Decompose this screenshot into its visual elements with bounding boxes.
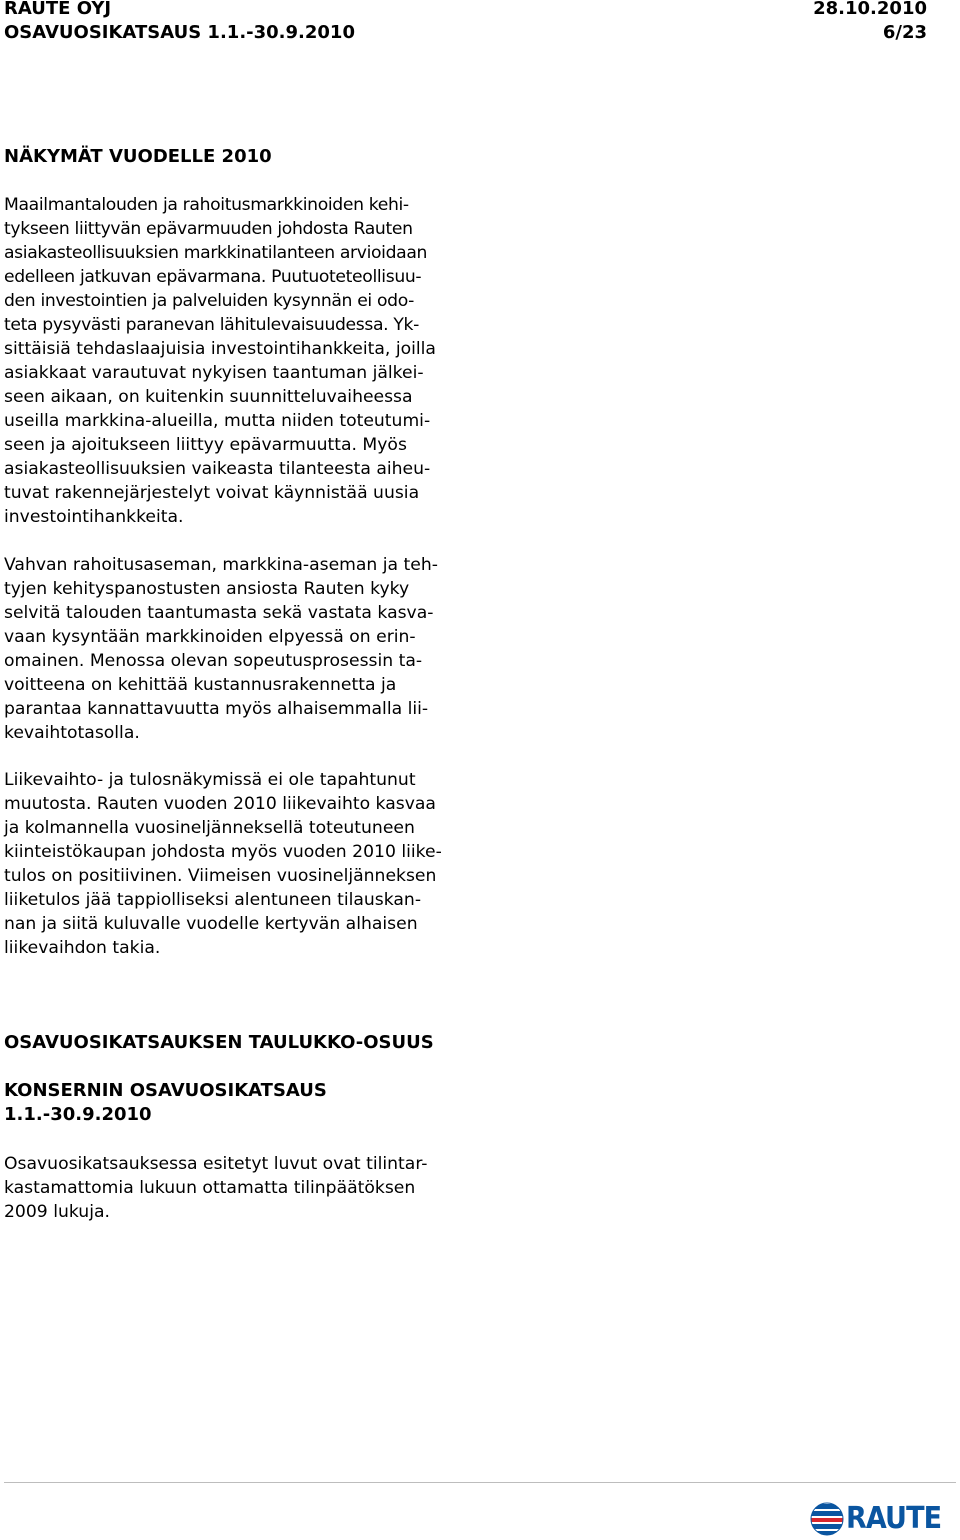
group-report-heading: KONSERNIN OSAVUOSIKATSAUS — [4, 1080, 327, 1101]
text-line: sittäisiä tehdaslaajuisia investointihankkeita, joilla — [4, 339, 436, 359]
text-line: tuvat rakennejärjestelyt voivat käynnistää uusia — [4, 483, 420, 503]
text-line: seen aikaan, on kuitenkin suunnitteluvaiheessa — [4, 387, 413, 407]
text-line: ja kolmannella vuosineljänneksellä toteutuneen — [4, 818, 415, 838]
footer-divider — [4, 1482, 956, 1483]
text-line: Liikevaihto- ja tulosnäkymissä ei ole tapahtunut — [4, 770, 416, 790]
text-line: parantaa kannattavuutta myös alhaisemmalla lii- — [4, 699, 429, 719]
company-name: RAUTE OYJ — [4, 0, 112, 19]
group-report-period: 1.1.-30.9.2010 — [4, 1104, 152, 1125]
globe-icon — [810, 1502, 844, 1536]
text-line: muutosta. Rauten vuoden 2010 liikevaihto kasvaa — [4, 794, 436, 814]
text-line: selvitä talouden taantumasta sekä vastata kasva- — [4, 603, 434, 623]
text-line: Osavuosikatsauksessa esitetyt luvut ovat tilintar- — [4, 1154, 428, 1174]
text-line: edelleen jatkuvan epävarmana. Puutuoteteollisuu- — [4, 267, 422, 287]
report-title: OSAVUOSIKATSAUS 1.1.-30.9.2010 — [4, 22, 355, 43]
text-line: nan ja siitä kuluvalle vuodelle kertyvän alhaisen — [4, 914, 418, 934]
text-line: vaan kysyntään markkinoiden elpyessä on erin- — [4, 627, 416, 647]
text-line: asiakasteollisuuksien markkinatilanteen arvioidaan — [4, 243, 428, 263]
text-line: liikevaihdon takia. — [4, 938, 161, 958]
text-line: voitteena on kehittää kustannusrakennetta ja — [4, 675, 397, 695]
text-line: omainen. Menossa olevan sopeutusprosessin ta- — [4, 651, 423, 671]
tables-heading: OSAVUOSIKATSAUKSEN TAULUKKO-OSUUS — [4, 1032, 434, 1053]
text-line: tykseen liittyvän epävarmuuden johdosta Rauten — [4, 219, 413, 239]
text-line: tyjen kehityspanostusten ansiosta Rauten kyky — [4, 579, 410, 599]
outlook-paragraph-1 — [4, 193, 454, 529]
text-line: teta pysyvästi paranevan lähitulevaisuudessa. Yk- — [4, 315, 419, 335]
text-line: investointihankkeita. — [4, 507, 184, 527]
text-line: liiketulos jää tappiolliseksi alentuneen tilauskan- — [4, 890, 422, 910]
text-line: Maailmantalouden ja rahoitusmarkkinoiden kehi- — [4, 195, 409, 215]
text-line: kevaihtotasolla. — [4, 723, 140, 743]
text-line: useilla markkina-alueilla, mutta niiden toteutumi- — [4, 411, 431, 431]
page-number: 6/23 — [882, 22, 927, 43]
text-line: kiinteistökaupan johdosta myös vuoden 2010 liike- — [4, 842, 442, 862]
raute-logo — [810, 1500, 958, 1538]
text-line: 2009 lukuja. — [4, 1202, 110, 1222]
text-line: asiakasteollisuuksien vaikeasta tilanteesta aiheu- — [4, 459, 431, 479]
text-line: Vahvan rahoitusaseman, markkina-aseman ja teh- — [4, 555, 438, 575]
text-line: tulos on positiivinen. Viimeisen vuosineljänneksen — [4, 866, 437, 886]
text-line: kastamattomia lukuun ottamatta tilinpäätöksen — [4, 1178, 416, 1198]
text-line: den investointien ja palveluiden kysynnän ei odo- — [4, 291, 415, 311]
outlook-heading: NÄKYMÄT VUODELLE 2010 — [4, 146, 272, 167]
outlook-paragraph-2 — [4, 553, 454, 745]
text-line: seen ja ajoitukseen liittyy epävarmuutta. Myös — [4, 435, 407, 455]
outlook-paragraph-3 — [4, 768, 454, 960]
audit-note-paragraph — [4, 1152, 454, 1224]
logo-wordmark: RAUTE — [846, 1501, 942, 1536]
report-date: 28.10.2010 — [813, 0, 927, 19]
text-line: asiakkaat varautuvat nykyisen taantuman jälkei- — [4, 363, 424, 383]
